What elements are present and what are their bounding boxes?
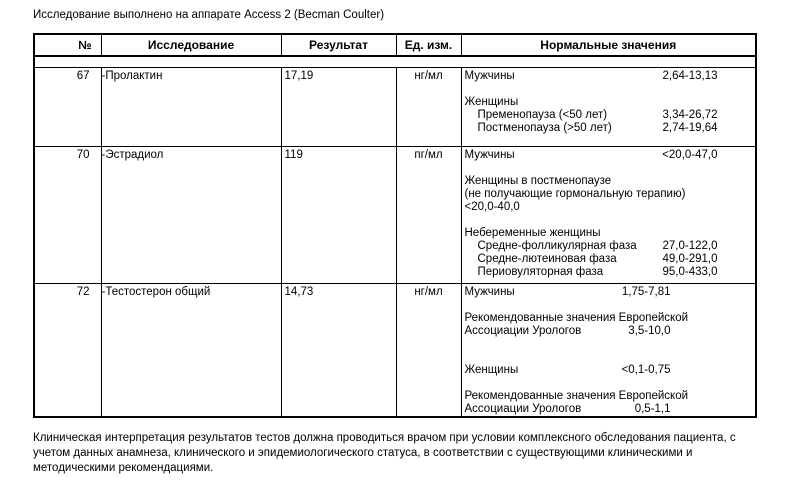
cell-test-name: -Тестостерон общий <box>101 284 281 418</box>
cell-result: 17,19 <box>281 68 396 147</box>
cell-units: нг/мл <box>396 284 461 418</box>
normal-value-label: Небеременные женщины <box>464 227 601 239</box>
table-row <box>34 147 756 284</box>
normal-value-line <box>465 162 718 175</box>
cell-number: 72 <box>76 286 90 298</box>
cell-result: 119 <box>281 147 396 284</box>
cell-normal-values <box>461 147 756 284</box>
normal-value-label: Пременопауза (<50 лет) <box>477 109 608 121</box>
normal-value-line <box>465 175 718 188</box>
normal-value-range: <0,1-0,75 <box>621 364 671 376</box>
cell-test-name: -Эстрадиол <box>101 147 281 284</box>
normal-value-line <box>465 299 671 312</box>
normal-value-label: Ассоциации Урологов <box>464 325 582 337</box>
cell-normal-values <box>461 68 756 147</box>
normal-value-range: 2,64-13,13 <box>662 70 718 82</box>
normal-value-label: Мужчины <box>464 149 515 161</box>
normal-value-range: 3,34-26,72 <box>662 109 718 121</box>
normal-value-label: Мужчины <box>464 286 515 298</box>
normal-value-line <box>465 214 718 227</box>
normal-value-line <box>465 122 718 135</box>
normal-value-line <box>465 240 718 253</box>
normal-value-line <box>465 325 671 338</box>
results-table-header <box>34 34 756 68</box>
footer-line: учетом данных анамнеза, клинического и эпидемиологического статуса, в соответствии с существующими клиническими и <box>33 447 693 459</box>
normal-value-label <box>465 351 468 364</box>
cell-normal-values <box>461 284 756 418</box>
header-row <box>34 34 756 56</box>
normal-value-range: 1,75-7,81 <box>621 286 671 298</box>
normal-value-label: Рекомендованные значения Европейской <box>464 390 689 402</box>
normal-value-line <box>465 83 718 96</box>
normal-value-range: 95,0-433,0 <box>662 266 718 278</box>
header-number: № <box>34 34 101 56</box>
normal-value-label: (не получающие гормональную терапию) <box>464 188 686 200</box>
normal-value-label: Ассоциации Урологов <box>464 403 582 415</box>
normal-value-line <box>465 109 718 122</box>
normal-value-label: Рекомендованные значения Европейской <box>464 312 689 324</box>
normal-value-line <box>464 390 689 403</box>
header-test: Исследование <box>101 34 281 56</box>
normal-value-line <box>465 377 671 390</box>
cell-test-name: -Пролактин <box>101 68 281 147</box>
normal-value-line <box>465 351 671 364</box>
normal-value-line <box>465 201 718 214</box>
table-row <box>34 68 756 147</box>
normal-value-range: 0,5-1,1 <box>634 403 671 415</box>
header-normal-values: Нормальные значения <box>461 34 756 56</box>
normal-value-label: Женщины в постменопаузе <box>464 175 612 187</box>
normal-value-range: 2,74-19,64 <box>662 122 718 134</box>
normal-value-range: 27,0-122,0 <box>662 240 718 252</box>
results-table <box>33 33 757 418</box>
table-row <box>34 284 756 418</box>
normal-value-label <box>465 214 468 227</box>
normal-value-range: <20,0-47,0 <box>662 149 718 161</box>
normal-value-label <box>465 83 468 96</box>
spacer-cell <box>34 56 756 68</box>
normal-value-line <box>465 338 671 351</box>
normal-value-line <box>465 96 718 109</box>
cell-units: нг/мл <box>396 68 461 147</box>
results-table-body <box>34 68 756 418</box>
cell-units: пг/мл <box>396 147 461 284</box>
normal-value-line <box>465 149 718 162</box>
footer-line: Клиническая интерпретация результатов тестов должна проводиться врачом при условии комплексного обследования пациента, с <box>33 432 736 444</box>
normal-value-label: Средне-лютеиновая фаза <box>477 253 617 265</box>
normal-value-label: Постменопауза (>50 лет) <box>477 122 612 134</box>
normal-value-line <box>465 227 718 240</box>
normal-value-line <box>465 364 671 377</box>
normal-value-label <box>465 162 468 175</box>
report-device-title: Исследование выполнено на аппарате Access 2 (Becman Coulter) <box>33 9 385 21</box>
header-result: Результат <box>281 34 396 56</box>
clinical-interpretation-note <box>33 431 778 476</box>
normal-value-label <box>465 377 468 390</box>
normal-value-label <box>465 338 468 351</box>
cell-result: 14,73 <box>281 284 396 418</box>
normal-value-label: Женщины <box>464 364 519 376</box>
normal-value-label: Периовуляторная фаза <box>477 266 604 278</box>
normal-value-line <box>465 403 671 416</box>
normal-value-line <box>465 266 718 279</box>
normal-value-range: 3,5-10,0 <box>628 325 671 337</box>
cell-number: 70 <box>34 147 101 284</box>
footer-line: методическими рекомендациями. <box>33 462 214 474</box>
normal-value-range: 49,0-291,0 <box>662 253 718 265</box>
normal-value-label: Средне-фолликулярная фаза <box>477 240 637 252</box>
normal-value-line <box>465 286 671 299</box>
header-units: Ед. изм. <box>396 34 461 56</box>
normal-value-label: Мужчины <box>464 70 515 82</box>
normal-value-label: <20,0-40,0 <box>464 201 520 213</box>
normal-value-line <box>465 253 718 266</box>
normal-value-line <box>464 312 689 325</box>
normal-value-line <box>465 70 718 83</box>
normal-value-label <box>465 299 468 312</box>
normal-value-line <box>465 188 718 201</box>
spacer-row <box>34 56 756 68</box>
normal-value-label: Женщины <box>464 96 519 108</box>
cell-number: 67 <box>34 68 101 147</box>
